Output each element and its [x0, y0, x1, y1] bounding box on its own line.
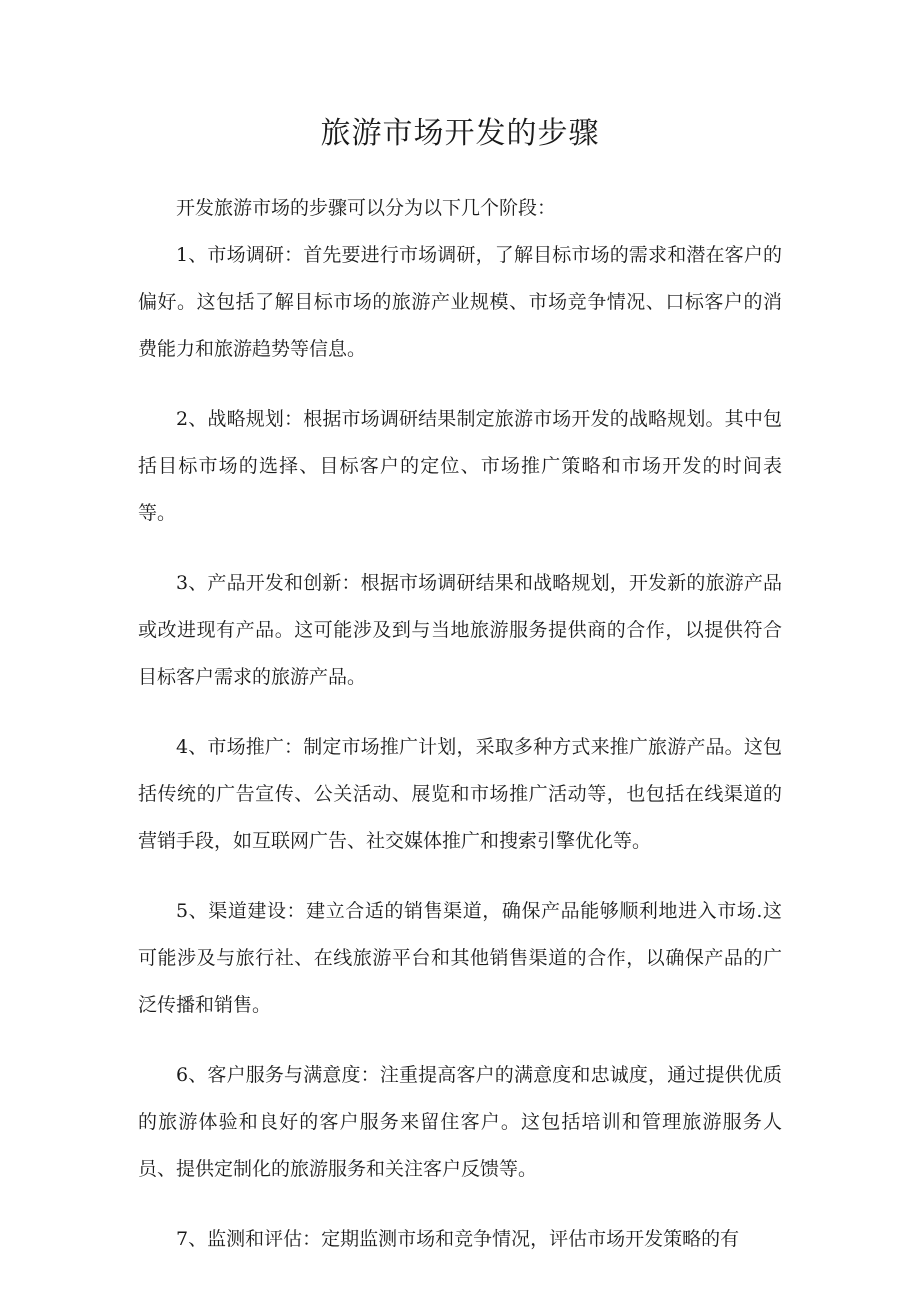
step-3-paragraph: 3、产品开发和创新：根据市场调研结果和战略规划，开发新的旅游产品或改进现有产品。这可能涉及到与当地旅游服务提供商的合作，以提供符合目标客户需求的旅游产品。: [138, 572, 782, 688]
step-1-paragraph: 1、市场调研：首先要进行市场调研，了解目标市场的需求和潜在客户的偏好。这包括了解目标市场的旅游产业规模、市场竞争情况、口标客户的消费能力和旅游趋势等信息。: [138, 244, 782, 360]
step-4-paragraph: 4、市场推广：制定市场推广计划，采取多种方式来推广旅游产品。这包括传统的广告宣传、公关活动、展览和市场推广活动等，也包括在线渠道的营销手段，如互联网广告、社交媒体推广和搜索引擎优化等。: [138, 736, 782, 852]
document-body: [138, 185, 782, 1286]
step-6-paragraph: 6、客户服务与满意度：注重提高客户的满意度和忠诚度，通过提供优质的旅游体验和良好的客户服务来留住客户。这包括培训和管理旅游服务人员、提供定制化的旅游服务和关注客户反馈等。: [138, 1064, 782, 1180]
step-2-paragraph: 2、战略规划：根据市场调研结果制定旅游市场开发的战略规划。其中包括目标市场的选择、目标客户的定位、市场推广策略和市场开发的时间表等。: [138, 408, 782, 524]
step-5-paragraph: 5、渠道建设：建立合适的销售渠道，确保产品能够顺利地进入市场.这可能涉及与旅行社、在线旅游平台和其他销售渠道的合作，以确保产品的广泛传播和销售。: [138, 900, 782, 1016]
intro-paragraph: 开发旅游市场的步骤可以分为以下几个阶段：: [176, 197, 557, 219]
page-title: 旅游市场开发的步骤: [320, 116, 600, 151]
step-7-paragraph: 7、监测和评估：定期监测市场和竞争情况，评估市场开发策略的有: [176, 1228, 740, 1250]
